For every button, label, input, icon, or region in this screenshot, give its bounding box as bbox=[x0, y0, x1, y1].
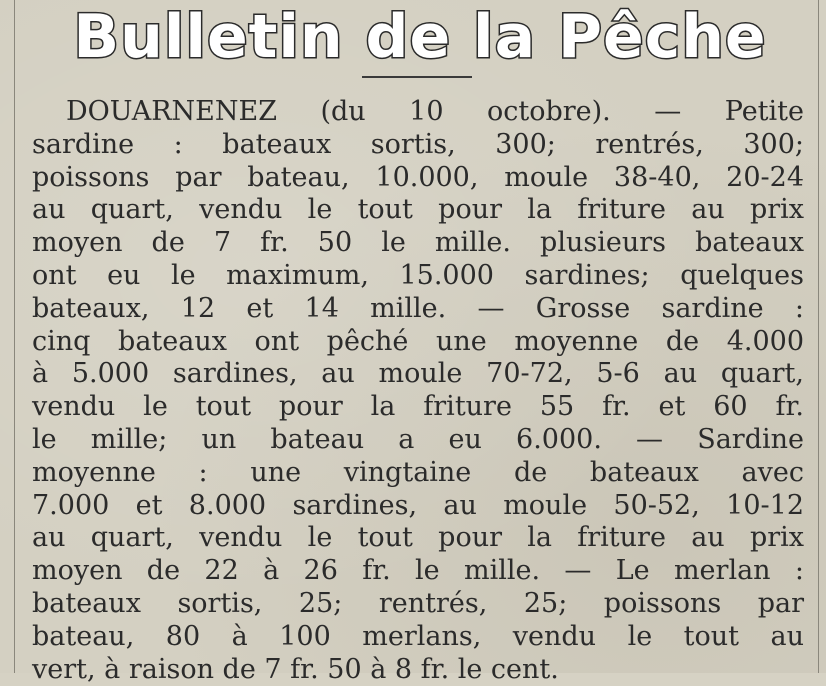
article-line: ont eu le maximum, 15.000 sardines; quelques bbox=[32, 259, 804, 291]
article-line: au quart, vendu le tout pour la friture au prix bbox=[32, 522, 804, 554]
article-line: bateau, 80 à 100 merlans, vendu le tout au bbox=[32, 620, 804, 652]
headline-divider bbox=[362, 76, 472, 78]
article-line: sardine : bateaux sortis, 300; rentrés, 300; bbox=[32, 128, 804, 160]
column-rule-right bbox=[818, 0, 819, 673]
article-line: poissons par bateau, 10.000, moule 38-40, 20-24 bbox=[32, 161, 804, 193]
headline: Bulletin de la Pêche bbox=[73, 2, 767, 72]
article-line: au quart, vendu le tout pour la friture au prix bbox=[32, 194, 804, 226]
article-line: moyen de 22 à 26 fr. le mille. — Le merlan : bbox=[32, 555, 804, 587]
article-line: vert, à raison de 7 fr. 50 à 8 fr. le cent. bbox=[32, 653, 559, 685]
article-line: à 5.000 sardines, au moule 70-72, 5-6 au quart, bbox=[32, 358, 804, 390]
article-line: vendu le tout pour la friture 55 fr. et 60 fr. bbox=[32, 391, 804, 423]
article-line: bateaux, 12 et 14 mille. — Grosse sardine : bbox=[32, 292, 804, 324]
article-line: moyen de 7 fr. 50 le mille. plusieurs bateaux bbox=[32, 227, 804, 259]
article-line: bateaux sortis, 25; rentrés, 25; poissons par bbox=[32, 587, 804, 619]
article-line: 7.000 et 8.000 sardines, au moule 50-52, 10-12 bbox=[32, 489, 804, 521]
article-line: DOUARNENEZ (du 10 octobre). — Petite bbox=[66, 96, 804, 127]
article-line: le mille; un bateau a eu 6.000. — Sardine bbox=[32, 423, 804, 455]
article-line: moyenne : une vingtaine de bateaux avec bbox=[32, 456, 804, 488]
article-body bbox=[32, 96, 804, 686]
article-line: cinq bateaux ont pêché une moyenne de 4.000 bbox=[32, 325, 804, 357]
column-rule-left bbox=[14, 0, 15, 673]
